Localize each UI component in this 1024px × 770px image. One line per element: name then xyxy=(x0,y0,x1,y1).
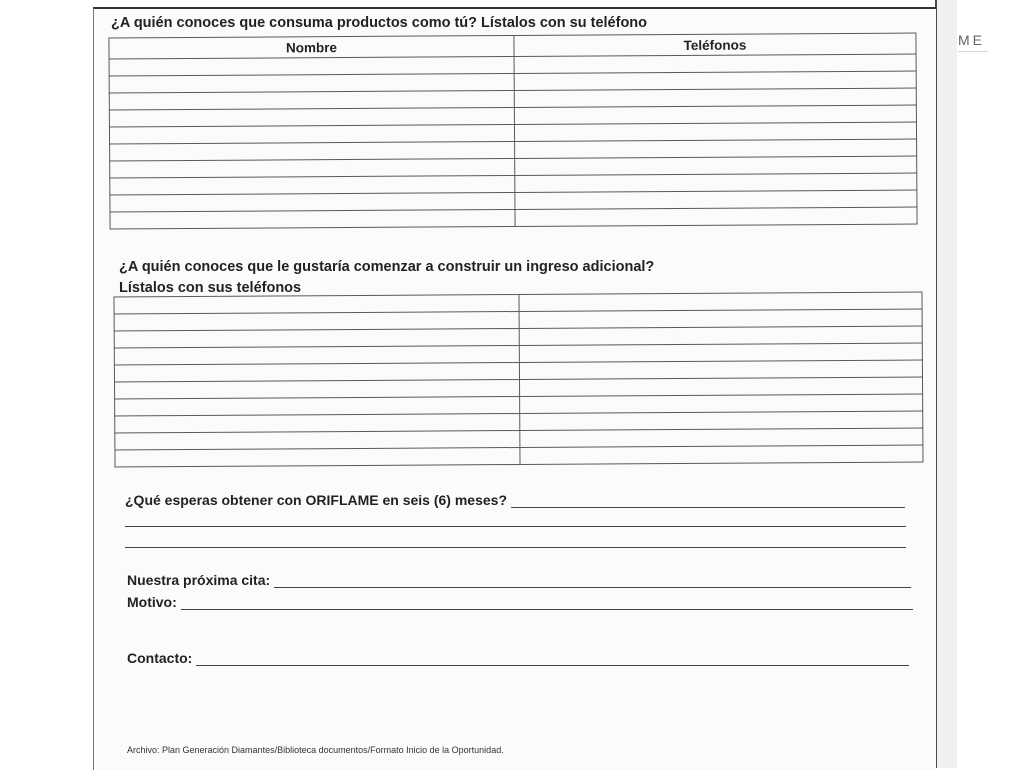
phone-cell[interactable] xyxy=(515,207,917,226)
corner-text: ME xyxy=(958,32,988,52)
table-row xyxy=(115,445,923,467)
scanned-form-sheet xyxy=(93,7,936,770)
contact-answer-line[interactable] xyxy=(196,651,909,666)
expectation-answer-line-2[interactable] xyxy=(125,526,906,527)
footer-file-path: Archivo: Plan Generación Diamantes/Biblioteca documentos/Formato Inicio de la Oportunidad. xyxy=(127,745,504,755)
contact-label: Contacto: xyxy=(127,650,193,666)
contact-line[interactable] xyxy=(127,650,909,666)
column-header-name: Nombre xyxy=(109,35,514,58)
section2-question-line2: Lístalos con sus teléfonos xyxy=(119,280,302,296)
reason-line[interactable] xyxy=(127,594,913,610)
section2-question-line1: ¿A quién conoces que le gustaría comenzar a construir un ingreso adicional? xyxy=(119,259,655,275)
contacts-table-2-body xyxy=(114,292,923,467)
expectation-line[interactable] xyxy=(125,492,905,508)
name-cell[interactable] xyxy=(110,209,515,228)
reason-answer-line[interactable] xyxy=(181,595,913,610)
expectation-answer-line-3[interactable] xyxy=(125,547,906,548)
expectation-answer-line[interactable] xyxy=(511,493,905,508)
contacts-table-2 xyxy=(113,292,923,468)
phone-cell[interactable] xyxy=(520,445,923,464)
table-row xyxy=(110,207,917,229)
name-cell[interactable] xyxy=(115,447,520,466)
reason-label: Motivo: xyxy=(127,594,177,610)
column-header-phone: Teléfonos xyxy=(514,33,916,56)
side-panel xyxy=(935,0,957,768)
next-meeting-label: Nuestra próxima cita: xyxy=(127,572,271,588)
next-meeting-line[interactable] xyxy=(127,572,911,588)
contacts-table-1 xyxy=(108,33,917,230)
section1-question: ¿A quién conoces que consuma productos como tú? Lístalos con su teléfono xyxy=(111,15,648,31)
next-meeting-answer-line[interactable] xyxy=(274,573,911,588)
expectation-label: ¿Qué esperas obtener con ORIFLAME en seis (6) meses? xyxy=(125,492,507,508)
contacts-table-1-body xyxy=(109,54,917,229)
